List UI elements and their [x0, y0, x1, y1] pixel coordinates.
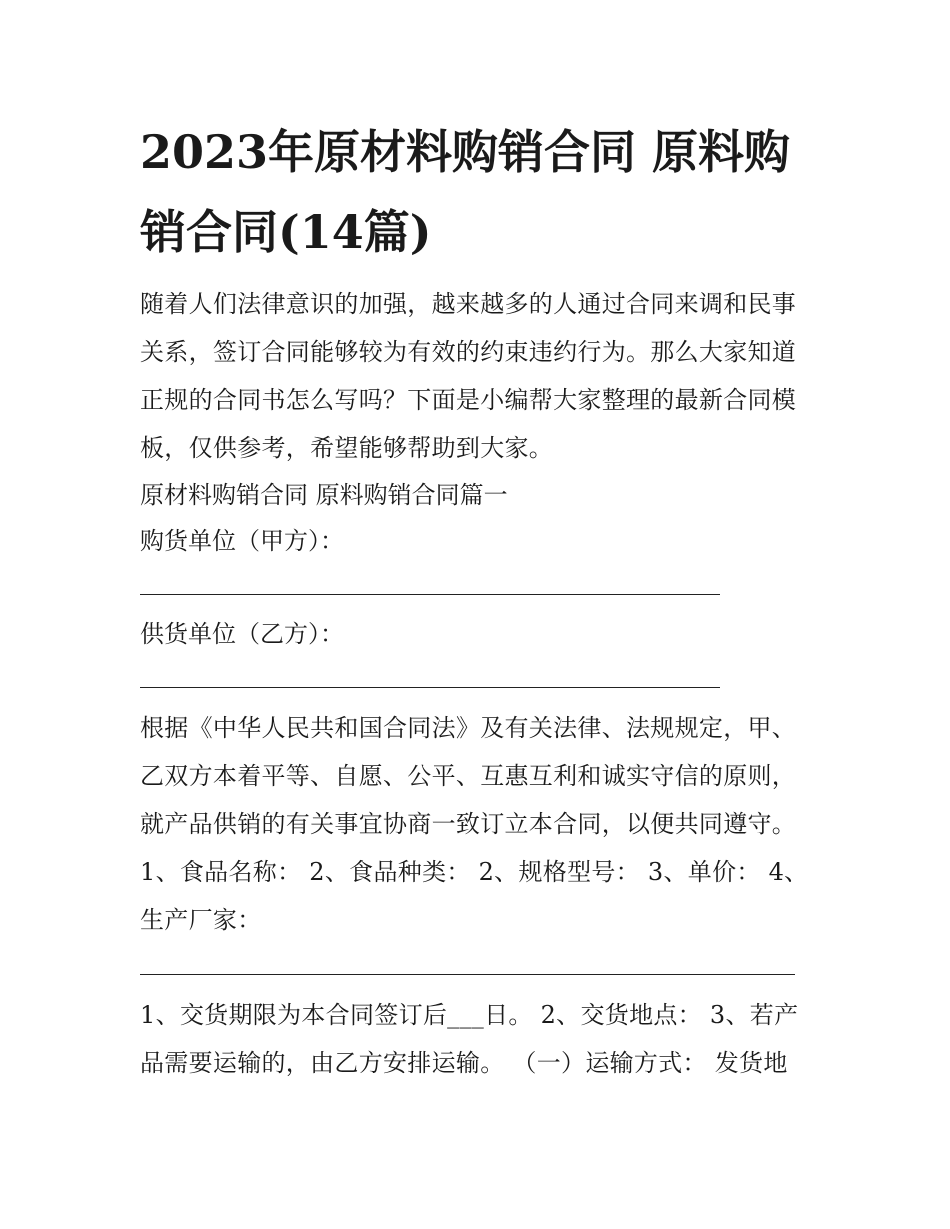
- party-a-blank-line: [140, 564, 720, 595]
- legal-basis-paragraph: 根据《中华人民共和国合同法》及有关法律、法规规定，甲、乙双方本着平等、自愿、公平、互惠互利和诚实守信的原则，就产品供销的有关事宜协商一致订立本合同，以便共同遵守。: [140, 714, 797, 838]
- manufacturer-blank-line: [140, 944, 795, 975]
- document-page: [140, 112, 820, 1087]
- intro-paragraph: 随着人们法律意识的加强，越来越多的人通过合同来调和民事关系，签订合同能够较为有效的约束违约行为。那么大家知道正规的合同书怎么写吗？下面是小编帮大家整理的最新合同模板，仅供参考，希望能够帮助到大家。: [140, 290, 797, 462]
- delivery-terms-paragraph: 1、交货期限为本合同签订后___日。 2、交货地点： 3、若产品需要运输的，由乙方安排运输。 （一）运输方式： 发货地: [140, 1001, 799, 1077]
- product-items-paragraph: 1、食品名称： 2、食品种类： 2、规格型号： 3、单价： 4、生产厂家：: [140, 858, 809, 934]
- document-title: 2023年原材料购销合同 原料购销合同(14篇): [140, 125, 791, 259]
- party-b-label: 供货单位（乙方）：: [140, 620, 344, 648]
- party-b-blank-line: [140, 657, 720, 688]
- party-a-label: 购货单位（甲方）：: [140, 527, 344, 555]
- section-heading: 原材料购销合同 原料购销合同篇一: [140, 481, 508, 509]
